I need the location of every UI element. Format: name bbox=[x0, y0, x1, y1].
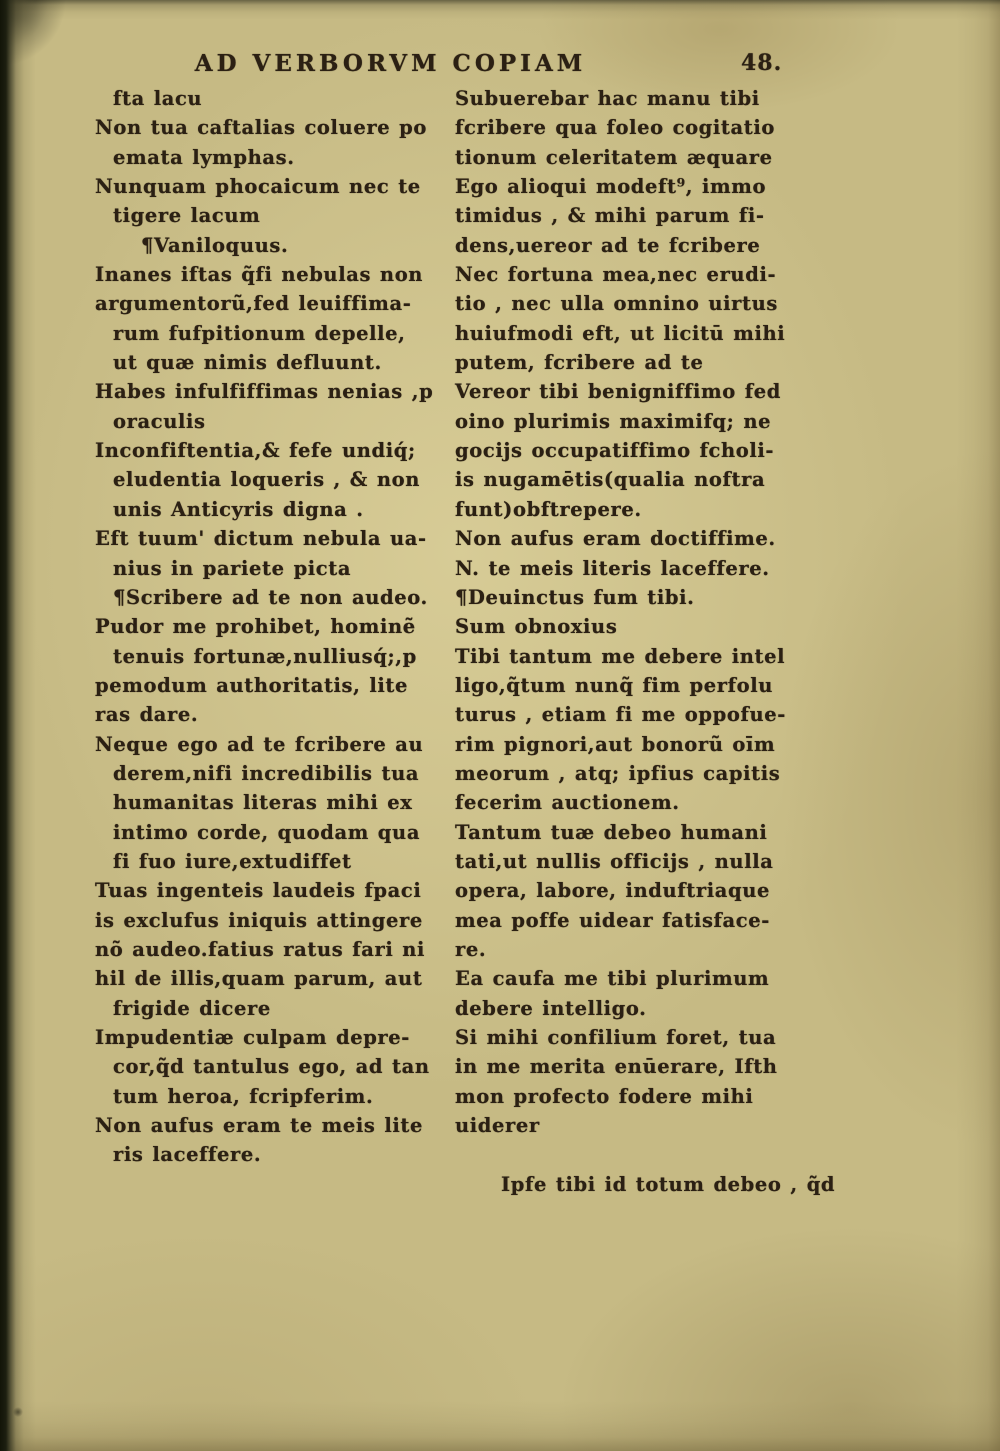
left-column-line: Non aufus eram te meis lite bbox=[95, 1114, 424, 1138]
text-row bbox=[95, 1055, 943, 1084]
right-column-line: N. te meis literis laceffere. bbox=[455, 556, 770, 580]
left-column-line: nius in pariete picta bbox=[113, 556, 352, 580]
right-column-line: tati,ut nullis officijs , nulla bbox=[455, 849, 774, 873]
right-column-line: opera, labore, induftriaque bbox=[455, 879, 771, 903]
right-column-line: ¶Deuinctus fum tibi. bbox=[455, 585, 695, 609]
left-column-line: cor,q̃d tantulus ego, ad tan bbox=[113, 1055, 430, 1079]
left-column-line: derem,nifi incredibilis tua bbox=[113, 761, 420, 785]
right-column-line: rim pignori,aut bonorũ oīm bbox=[455, 732, 776, 756]
text-row bbox=[95, 791, 943, 820]
right-column-line: Nec fortuna mea,nec erudi- bbox=[455, 263, 777, 287]
text-row bbox=[95, 674, 943, 703]
right-column-line: timidus , & mihi parum fi- bbox=[455, 204, 765, 228]
left-column-line: rum fufpitionum depelle, bbox=[113, 321, 406, 345]
right-column-line: mon profecto fodere mihi bbox=[455, 1084, 754, 1108]
text-row bbox=[95, 586, 943, 615]
left-column-line: Impudentiæ culpam depre- bbox=[95, 1026, 411, 1049]
running-title: AD VERBORVM COPIAM bbox=[194, 50, 587, 77]
right-column-line: meorum , atq; ipfius capitis bbox=[455, 761, 781, 785]
left-column-line: emata lymphas. bbox=[113, 145, 295, 169]
text-row bbox=[95, 879, 943, 908]
left-column-line: argumentorũ,fed leuiffima- bbox=[95, 292, 412, 316]
left-column-line: ut quæ nimis defluunt. bbox=[113, 351, 382, 375]
left-column-line: Non tua caftalias coluere po bbox=[95, 116, 427, 140]
right-column-line: oino plurimis maximifq; ne bbox=[455, 409, 772, 433]
text-row bbox=[95, 615, 943, 644]
page-header bbox=[0, 50, 1000, 82]
text-row bbox=[95, 1026, 943, 1055]
right-column-line: Tibi tantum me debere intel bbox=[455, 644, 786, 668]
right-column-line: putem, fcribere ad te bbox=[455, 351, 704, 375]
left-column-line: tum heroa, fcripferim. bbox=[113, 1084, 374, 1108]
right-column-line: debere intelligo. bbox=[455, 996, 647, 1020]
right-column-line: turus , etiam fi me oppofue- bbox=[455, 703, 786, 727]
right-column-line: tionum celeritatem æquare bbox=[455, 145, 773, 169]
left-column-line: Eft tuum' dictum nebula ua- bbox=[95, 527, 427, 551]
text-row bbox=[95, 1173, 943, 1202]
left-column-line: oraculis bbox=[113, 409, 206, 433]
text-row bbox=[95, 468, 943, 497]
left-column-line: Inconfiftentia,& fefe undiq́; bbox=[95, 439, 416, 463]
left-column-line: fi fuo iure,extudiffet bbox=[113, 849, 352, 873]
text-row bbox=[95, 263, 943, 292]
text-row bbox=[95, 234, 943, 263]
left-column-line: nõ audeo.fatius ratus fari ni bbox=[95, 937, 426, 961]
text-row bbox=[95, 997, 943, 1026]
right-column-line: Ipfe tibi id totum debeo , q̃d bbox=[501, 1172, 836, 1196]
text-row bbox=[95, 1114, 943, 1143]
right-column-line: uiderer bbox=[455, 1114, 540, 1138]
text-row bbox=[95, 1143, 943, 1172]
left-column-line: humanitas literas mihi ex bbox=[113, 791, 413, 815]
right-column-line: fcribere qua foleo cogitatio bbox=[455, 116, 775, 140]
text-row bbox=[95, 938, 943, 967]
text-row bbox=[95, 762, 943, 791]
text-row bbox=[95, 380, 943, 409]
text-row bbox=[95, 733, 943, 762]
right-column-line: Non aufus eram doctiffime. bbox=[455, 527, 776, 551]
right-column-line: huiufmodi eft, ut licitū mihi bbox=[455, 321, 786, 345]
text-row bbox=[95, 967, 943, 996]
left-column-line: eludentia loqueris , & non bbox=[113, 468, 421, 492]
right-column-line: Ea caufa me tibi plurimum bbox=[455, 967, 770, 991]
left-column-line: Nunquam phocaicum nec te bbox=[95, 175, 421, 199]
text-row bbox=[95, 410, 943, 439]
text-row bbox=[95, 821, 943, 850]
left-column-line: Neque ego ad te fcribere au bbox=[95, 732, 424, 756]
text-row bbox=[95, 292, 943, 321]
right-column-line: Subuerebar hac manu tibi bbox=[455, 87, 760, 110]
text-row bbox=[95, 1085, 943, 1114]
right-column-line: re. bbox=[455, 937, 487, 961]
left-column-line: frigide dicere bbox=[113, 996, 271, 1020]
right-column-line: mea poffe uidear fatisface- bbox=[455, 908, 770, 932]
text-row bbox=[95, 204, 943, 233]
left-column-line: ras dare. bbox=[95, 703, 199, 727]
text-row bbox=[95, 439, 943, 468]
text-row bbox=[95, 351, 943, 380]
left-column-line: tenuis fortunæ,nulliusq́;,p bbox=[113, 644, 417, 668]
text-row bbox=[95, 116, 943, 145]
right-column-line: is nugamētis(qualia noftra bbox=[455, 468, 766, 492]
text-row bbox=[95, 146, 943, 175]
text-row bbox=[95, 322, 943, 351]
left-column-line: tigere lacum bbox=[113, 204, 261, 228]
right-column-line: funt)obftrepere. bbox=[455, 497, 642, 521]
text-row bbox=[95, 703, 943, 732]
right-column-line: dens,uereor ad te fcribere bbox=[455, 233, 761, 257]
text-row bbox=[95, 909, 943, 938]
right-column-line: ligo,q̃tum nunq̃ fim perfolu bbox=[455, 673, 774, 697]
right-column-line: in me merita enūerare, Ifth bbox=[455, 1055, 778, 1079]
text-row bbox=[95, 175, 943, 204]
text-columns bbox=[95, 87, 943, 1202]
left-column-line: pemodum authoritatis, lite bbox=[95, 673, 409, 697]
right-column-line: Vereor tibi benigniffimo fed bbox=[455, 380, 781, 404]
text-row bbox=[95, 527, 943, 556]
text-row bbox=[95, 645, 943, 674]
right-column-line: tio , nec ulla omnino uirtus bbox=[455, 292, 778, 316]
text-row bbox=[95, 850, 943, 879]
left-column-line: Tuas ingenteis laudeis fpaci bbox=[95, 879, 422, 903]
text-row bbox=[95, 557, 943, 586]
right-column-line: Tantum tuæ debeo humani bbox=[455, 820, 768, 844]
right-column-line: Si mihi confilium foret, tua bbox=[455, 1026, 777, 1049]
left-column-line: ¶Vaniloquus. bbox=[141, 233, 289, 257]
text-row bbox=[95, 87, 943, 116]
left-column-line: ¶Scribere ad te non audeo. bbox=[113, 585, 428, 609]
text-row bbox=[95, 498, 943, 527]
right-column-line: fecerim auctionem. bbox=[455, 791, 680, 815]
left-column-line: is exclufus iniquis attingere bbox=[95, 908, 423, 932]
right-column-line: gocijs occupatiffimo fcholi- bbox=[455, 439, 775, 463]
left-column-line: Habes infulfiffimas nenias ,p bbox=[95, 380, 434, 404]
left-column-line: Pudor me prohibet, hominẽ bbox=[95, 615, 416, 639]
left-column-line: unis Anticyris digna . bbox=[113, 497, 364, 521]
left-column-line: Inanes iftas q̃fi nebulas non bbox=[95, 263, 424, 287]
left-column-line: ris laceffere. bbox=[113, 1143, 262, 1167]
page-number: 48. bbox=[741, 50, 783, 76]
left-column-line: fta lacu bbox=[113, 87, 203, 110]
left-column-line: hil de illis,quam parum, aut bbox=[95, 967, 423, 991]
right-column-line: Sum obnoxius bbox=[455, 615, 618, 639]
right-column-line: Ego alioqui modeft⁹, immo bbox=[455, 175, 767, 199]
left-column-line: intimo corde, quodam qua bbox=[113, 820, 421, 844]
